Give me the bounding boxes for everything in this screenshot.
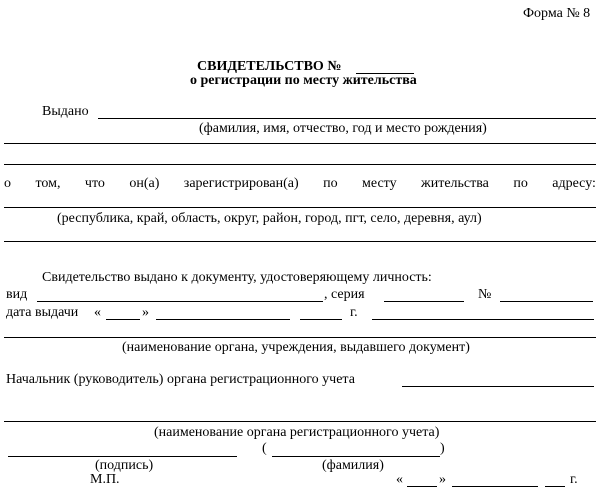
sign-year-field[interactable] — [545, 486, 565, 487]
issuing-authority-field-line-2[interactable] — [4, 337, 596, 338]
year-suffix: г. — [350, 305, 358, 320]
quote-close: » — [439, 472, 446, 487]
registration-word: по — [323, 176, 338, 191]
address-hint: (республика, край, область, округ, район, город, пгт, село, деревня, аул) — [57, 211, 482, 226]
paren-open: ( — [262, 441, 267, 456]
quote-open: « — [94, 305, 101, 320]
issued-to-field[interactable] — [98, 118, 596, 119]
registration-authority-field[interactable] — [4, 421, 596, 422]
issue-month-field[interactable] — [156, 319, 290, 320]
quote-open: « — [396, 472, 403, 487]
registration-word: жительства — [421, 176, 489, 191]
issue-year-field[interactable] — [300, 319, 342, 320]
doc-type-label: вид — [6, 287, 28, 302]
registration-word: месту — [362, 176, 397, 191]
registration-word: он(а) — [129, 176, 160, 191]
registration-word: зарегистрирован(а) — [183, 176, 299, 191]
issued-to-field-line-2[interactable] — [4, 143, 596, 144]
issued-to-label: Выдано — [42, 104, 89, 119]
certificate-subtitle: о регистрации по месту жительства — [190, 73, 417, 88]
registration-word: что — [84, 176, 105, 191]
head-of-authority-label: Начальник (руководитель) органа регистрационного учета — [6, 372, 355, 387]
issued-to-hint: (фамилия, имя, отчество, год и место рождения) — [199, 121, 487, 136]
head-of-authority-field[interactable] — [402, 386, 594, 387]
issue-date-label: дата выдачи — [6, 305, 79, 320]
sign-day-field[interactable] — [407, 486, 437, 487]
registration-word: о — [4, 176, 11, 191]
registration-word: по — [513, 176, 528, 191]
signature-field[interactable] — [8, 456, 237, 457]
surname-hint: (фамилия) — [322, 458, 384, 473]
doc-type-field[interactable] — [37, 301, 323, 302]
quote-close: » — [142, 305, 149, 320]
number-label: № — [478, 287, 492, 302]
surname-field[interactable] — [272, 456, 440, 457]
address-field[interactable] — [4, 207, 596, 208]
issuing-authority-hint: (наименование органа, учреждения, выдавшего документ) — [122, 340, 470, 355]
registration-authority-hint: (наименование органа регистрационного учета) — [154, 425, 440, 440]
series-label: , серия — [324, 287, 365, 302]
signature-hint: (подпись) — [95, 458, 154, 473]
address-field-line-2[interactable] — [4, 241, 596, 242]
form-number: Форма № 8 — [523, 6, 591, 21]
number-field[interactable] — [500, 301, 593, 302]
year-suffix: г. — [570, 472, 578, 487]
registration-word: адресу: — [552, 176, 596, 191]
document-intro: Свидетельство выдано к документу, удостоверяющему личность: — [42, 270, 432, 285]
issuing-authority-field[interactable] — [372, 319, 594, 320]
registration-statement — [4, 176, 596, 192]
sign-month-field[interactable] — [452, 486, 538, 487]
registration-word: том, — [35, 176, 61, 191]
certificate-title: СВИДЕТЕЛЬСТВО № — [197, 59, 342, 74]
stamp-placeholder: М.П. — [90, 472, 120, 487]
paren-close: ) — [440, 441, 445, 456]
issued-to-field-line-3[interactable] — [4, 164, 596, 165]
series-field[interactable] — [384, 301, 464, 302]
issue-day-field[interactable] — [106, 319, 140, 320]
